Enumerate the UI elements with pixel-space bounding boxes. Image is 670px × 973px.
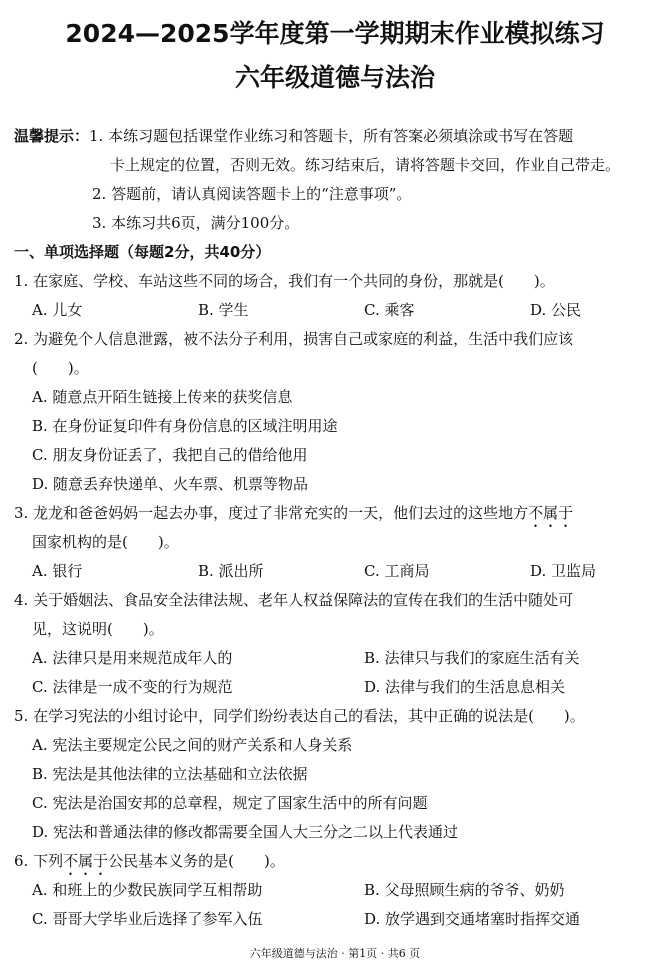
q5-option-b: B. 宪法是其他法律的立法基础和立法依据	[32, 765, 308, 783]
q2-option-c: C. 朋友身份证丢了，我把自己的借给他用	[32, 446, 308, 464]
question-4-stem: 4. 关于婚姻法、食品安全法律法规、老年人权益保障法的宣传在我们的生活中随处可	[14, 591, 574, 609]
page-subtitle: 六年级道德与法治	[234, 63, 435, 92]
question-2-stem-cont: ( )。	[32, 359, 89, 377]
tips-line-1b: 卡上规定的位置，否则无效。练习结束后，请将答题卡交回，作业自己带走。	[110, 156, 621, 174]
tips-label: 温馨提示：	[14, 127, 90, 145]
q3-stem-text: 3. 龙龙和爸爸妈妈一起去办事，度过了非常充实的一天，他们去过的这些地方	[14, 504, 529, 522]
q3-option-a: A. 银行	[32, 562, 83, 580]
q6-option-b: B. 父母照顾生病的爷爷、奶奶	[364, 881, 565, 899]
q3-option-d: D. 卫监局	[530, 562, 597, 580]
q1-option-a: A. 儿女	[32, 301, 83, 319]
tips-line-1	[14, 126, 573, 146]
question-4-stem-cont: 见，这说明( )。	[32, 620, 164, 638]
q6-option-c: C. 哥哥大学毕业后选择了参军入伍	[32, 910, 263, 928]
q4-option-c: C. 法律是一成不变的行为规范	[32, 678, 233, 696]
question-3-stem	[14, 503, 573, 531]
tips-item-3: 3. 本练习共6页，满分100分。	[92, 214, 300, 232]
section-heading: 一、单项选择题（每题2分，共40分）	[14, 243, 271, 261]
tips-item-1: 1. 本练习题包括课堂作业练习和答题卡，所有答案必须填涂或书写在答题	[89, 127, 574, 145]
q3-option-c: C. 工商局	[364, 562, 430, 580]
q2-option-d: D. 随意丢弃快递单、火车票、机票等物品	[32, 475, 309, 493]
q1-option-b: B. 学生	[198, 301, 249, 319]
q1-option-c: C. 乘客	[364, 301, 415, 319]
page-title: 2024—2025学年度第一学期期末作业模拟练习	[65, 19, 605, 48]
q6-stem-prefix: 6. 下列	[14, 852, 64, 870]
page-footer: 六年级道德与法治 · 第1页 · 共6 页	[249, 947, 421, 960]
question-3-stem-cont: 国家机构的是( )。	[32, 533, 179, 551]
q2-option-a: A. 随意点开陌生链接上传来的获奖信息	[32, 388, 293, 406]
tips-item-2: 2. 答题前，请认真阅读答题卡上的“注意事项”。	[92, 185, 412, 203]
q5-option-a: A. 宪法主要规定公民之间的财产关系和人身关系	[32, 736, 353, 754]
q4-option-b: B. 法律只与我们的家庭生活有关	[364, 649, 580, 667]
q6-option-a: A. 和班上的少数民族同学互相帮助	[32, 881, 263, 899]
q1-option-d: D. 公民	[530, 301, 582, 319]
question-2-stem: 2. 为避免个人信息泄露，被不法分子利用，损害自己或家庭的利益，生活中我们应该	[14, 330, 574, 348]
q5-option-d: D. 宪法和普通法律的修改都需要全国人大三分之二以上代表通过	[32, 823, 459, 841]
q6-emphasis: 不属于	[63, 852, 109, 870]
q5-option-c: C. 宪法是治国安邦的总章程，规定了国家生活中的所有问题	[32, 794, 428, 812]
q4-option-d: D. 法律与我们的生活息息相关	[364, 678, 566, 696]
q4-option-a: A. 法律只是用来规范成年人的	[32, 649, 233, 667]
question-6-stem	[14, 851, 285, 879]
question-5-stem: 5. 在学习宪法的小组讨论中，同学们纷纷表达自己的看法，其中正确的说法是( )。	[14, 707, 585, 725]
question-1-stem: 1. 在家庭、学校、车站这些不同的场合，我们有一个共同的身份，那就是( )。	[14, 272, 555, 290]
q3-emphasis: 不属于	[528, 504, 574, 522]
q6-option-d: D. 放学遇到交通堵塞时指挥交通	[364, 910, 581, 928]
q2-option-b: B. 在身份证复印件有身份信息的区域注明用途	[32, 417, 338, 435]
q6-stem-suffix: 公民基本义务的是( )。	[108, 852, 285, 870]
q3-option-b: B. 派出所	[198, 562, 264, 580]
